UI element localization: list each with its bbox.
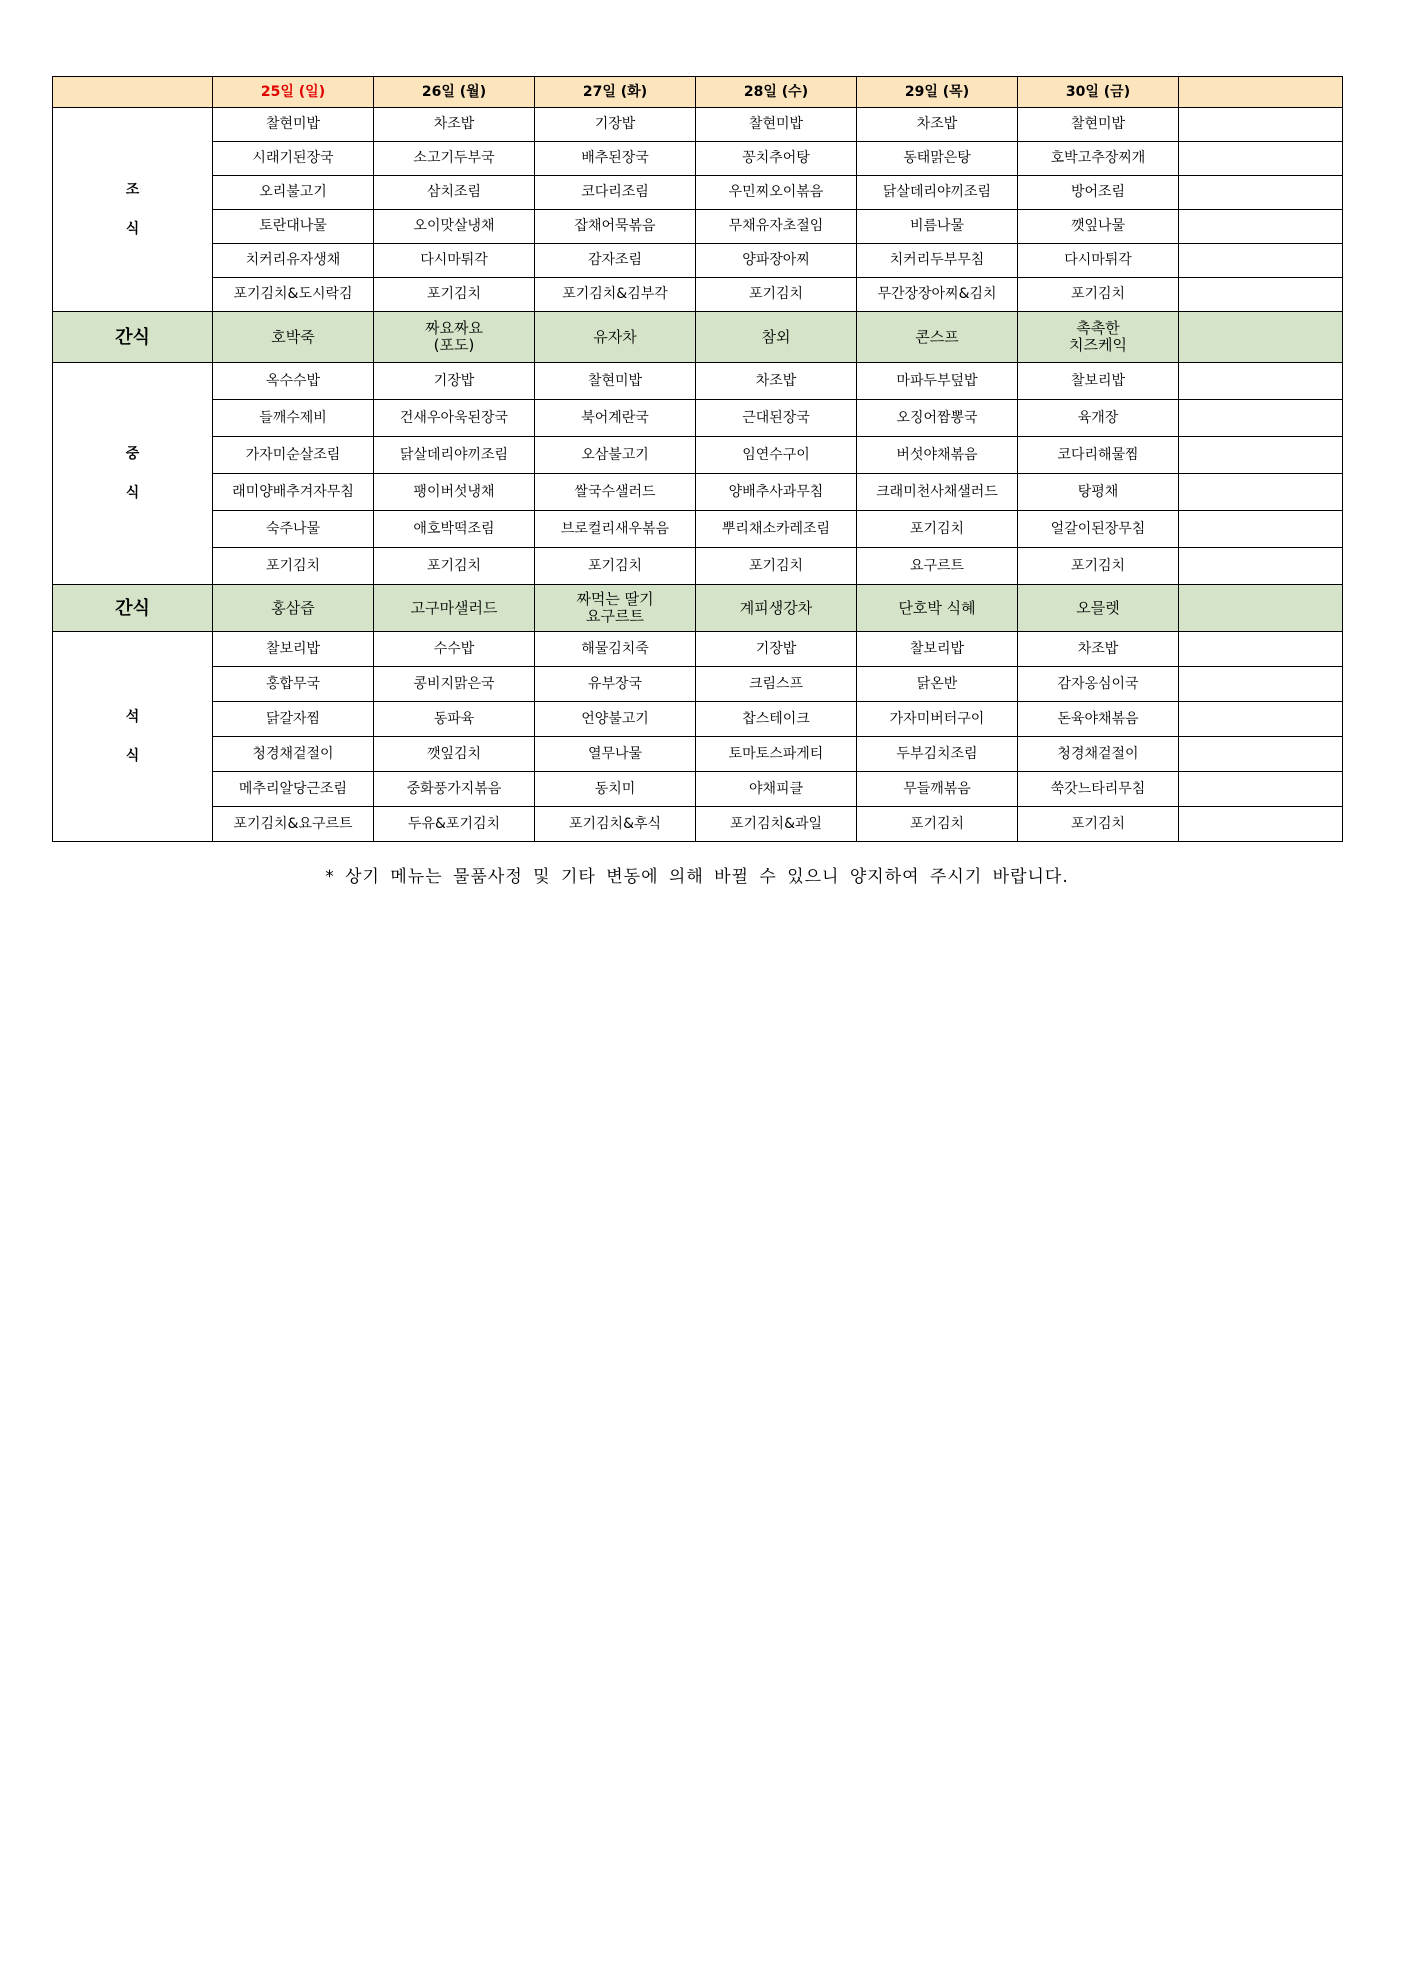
menu-item: 포기김치&요구르트 bbox=[213, 807, 374, 842]
menu-item: 두부김치조림 bbox=[857, 737, 1018, 772]
menu-item: 토마토스파게티 bbox=[696, 737, 857, 772]
menu-item: 찰현미밥 bbox=[535, 363, 696, 400]
menu-item: 잡채어묵볶음 bbox=[535, 210, 696, 244]
menu-item: 버섯야채볶음 bbox=[857, 437, 1018, 474]
menu-item: 포기김치 bbox=[213, 548, 374, 585]
menu-item: 닭살데리야끼조림 bbox=[857, 176, 1018, 210]
menu-item: 배추된장국 bbox=[535, 142, 696, 176]
menu-item: 가자미순살조림 bbox=[213, 437, 374, 474]
empty-cell bbox=[1179, 142, 1343, 176]
snack-item bbox=[857, 312, 1018, 363]
menu-item: 다시마튀각 bbox=[1018, 244, 1179, 278]
menu-item: 우민찌오이볶음 bbox=[696, 176, 857, 210]
empty-cell bbox=[1179, 437, 1343, 474]
lunch-row bbox=[53, 511, 1343, 548]
breakfast-row bbox=[53, 210, 1343, 244]
lunch-label-bottom: 식 bbox=[125, 484, 140, 501]
dinner-label-bottom: 식 bbox=[125, 747, 140, 764]
menu-change-notice: * 상기 메뉴는 물품사정 및 기타 변동에 의해 바뀔 수 있으니 양지하여 주시기 바랍니다. bbox=[325, 867, 1069, 887]
menu-item: 청경채겉절이 bbox=[213, 737, 374, 772]
snack-item bbox=[1018, 585, 1179, 632]
day-header: 27일 (화) bbox=[535, 77, 696, 108]
menu-item: 찰보리밥 bbox=[857, 632, 1018, 667]
snack-item bbox=[696, 312, 857, 363]
snack2-row bbox=[53, 585, 1343, 632]
menu-item: 깻잎김치 bbox=[374, 737, 535, 772]
menu-item: 포기김치 bbox=[1018, 807, 1179, 842]
empty-cell bbox=[1179, 632, 1343, 667]
menu-item: 감자조림 bbox=[535, 244, 696, 278]
menu-item: 동태맑은탕 bbox=[857, 142, 1018, 176]
menu-item: 돈육야채볶음 bbox=[1018, 702, 1179, 737]
lunch-label bbox=[53, 363, 213, 585]
menu-item: 방어조림 bbox=[1018, 176, 1179, 210]
snack-item bbox=[1018, 312, 1179, 363]
lunch-row bbox=[53, 548, 1343, 585]
snack-item-line1: 짜요짜요 bbox=[425, 319, 483, 337]
dinner-row bbox=[53, 632, 1343, 667]
empty-cell bbox=[1179, 585, 1343, 632]
menu-item: 마파두부덮밥 bbox=[857, 363, 1018, 400]
dinner-row bbox=[53, 702, 1343, 737]
menu-item: 치커리유자생채 bbox=[213, 244, 374, 278]
snack-item bbox=[374, 585, 535, 632]
breakfast-row bbox=[53, 176, 1343, 210]
snack-item-line1: 오믈렛 bbox=[1076, 598, 1120, 617]
menu-item: 크래미천사채샐러드 bbox=[857, 474, 1018, 511]
menu-item: 포기김치 bbox=[696, 278, 857, 312]
header-row bbox=[53, 77, 1343, 108]
menu-item: 포기김치 bbox=[696, 548, 857, 585]
menu-item: 다시마튀각 bbox=[374, 244, 535, 278]
menu-item: 크림스프 bbox=[696, 667, 857, 702]
dinner-label-top: 석 bbox=[125, 708, 140, 725]
empty-cell bbox=[1179, 108, 1343, 142]
menu-item: 옥수수밥 bbox=[213, 363, 374, 400]
menu-item: 애호박떡조림 bbox=[374, 511, 535, 548]
snack-label: 간식 bbox=[53, 585, 213, 632]
header-corner bbox=[53, 77, 213, 108]
day-header: 25일 (일) bbox=[213, 77, 374, 108]
menu-item: 들깨수제비 bbox=[213, 400, 374, 437]
menu-item: 야채피클 bbox=[696, 772, 857, 807]
menu-item: 꽁치추어탕 bbox=[696, 142, 857, 176]
menu-item: 열무나물 bbox=[535, 737, 696, 772]
snack-item bbox=[213, 312, 374, 363]
day-header: 28일 (수) bbox=[696, 77, 857, 108]
empty-cell bbox=[1179, 474, 1343, 511]
empty-cell bbox=[1179, 176, 1343, 210]
empty-cell bbox=[1179, 511, 1343, 548]
empty-cell bbox=[1179, 737, 1343, 772]
snack-item-line1: 단호박 식혜 bbox=[898, 598, 976, 617]
menu-item: 북어계란국 bbox=[535, 400, 696, 437]
menu-item: 팽이버섯냉채 bbox=[374, 474, 535, 511]
lunch-row bbox=[53, 363, 1343, 400]
empty-cell bbox=[1179, 702, 1343, 737]
snack-item-line1: 계피생강차 bbox=[739, 598, 813, 617]
menu-item: 메추리알당근조림 bbox=[213, 772, 374, 807]
menu-item: 포기김치 bbox=[535, 548, 696, 585]
menu-item: 포기김치&도시락김 bbox=[213, 278, 374, 312]
menu-item: 오징어짬뽕국 bbox=[857, 400, 1018, 437]
menu-item: 해물김치죽 bbox=[535, 632, 696, 667]
menu-item: 무간장장아찌&김치 bbox=[857, 278, 1018, 312]
day-header: 26일 (월) bbox=[374, 77, 535, 108]
menu-item: 건새우아욱된장국 bbox=[374, 400, 535, 437]
empty-cell bbox=[1179, 210, 1343, 244]
weekly-menu-table bbox=[52, 76, 1343, 842]
empty-cell bbox=[1179, 312, 1343, 363]
menu-item: 비름나물 bbox=[857, 210, 1018, 244]
snack-item-line1: 유자차 bbox=[593, 327, 637, 346]
menu-item: 포기김치&후식 bbox=[535, 807, 696, 842]
menu-item: 가자미버터구이 bbox=[857, 702, 1018, 737]
menu-item: 찰현미밥 bbox=[1018, 108, 1179, 142]
menu-item: 탕평채 bbox=[1018, 474, 1179, 511]
menu-item: 육개장 bbox=[1018, 400, 1179, 437]
snack1-row bbox=[53, 312, 1343, 363]
menu-item: 닭온반 bbox=[857, 667, 1018, 702]
snack-label: 간식 bbox=[53, 312, 213, 363]
dinner-label bbox=[53, 632, 213, 842]
breakfast-row bbox=[53, 142, 1343, 176]
empty-cell bbox=[1179, 548, 1343, 585]
menu-item: 요구르트 bbox=[857, 548, 1018, 585]
menu-item: 포기김치 bbox=[374, 278, 535, 312]
menu-item: 소고기두부국 bbox=[374, 142, 535, 176]
empty-cell bbox=[1179, 807, 1343, 842]
menu-item: 뿌리채소카레조림 bbox=[696, 511, 857, 548]
menu-item: 포기김치 bbox=[374, 548, 535, 585]
menu-item: 쌀국수샐러드 bbox=[535, 474, 696, 511]
menu-item: 쑥갓느타리무침 bbox=[1018, 772, 1179, 807]
menu-item: 무들깨볶음 bbox=[857, 772, 1018, 807]
menu-item: 찰보리밥 bbox=[213, 632, 374, 667]
menu-item: 포기김치&김부각 bbox=[535, 278, 696, 312]
dinner-row bbox=[53, 772, 1343, 807]
header-empty bbox=[1179, 77, 1343, 108]
menu-item: 코다리해물찜 bbox=[1018, 437, 1179, 474]
menu-item: 차조밥 bbox=[696, 363, 857, 400]
menu-item: 포기김치 bbox=[857, 511, 1018, 548]
snack-item-line2: 치즈케익 bbox=[1069, 336, 1127, 354]
menu-item: 래미양배추겨자무침 bbox=[213, 474, 374, 511]
menu-item: 삼치조림 bbox=[374, 176, 535, 210]
menu-item: 청경채겉절이 bbox=[1018, 737, 1179, 772]
menu-item: 찰보리밥 bbox=[1018, 363, 1179, 400]
menu-item: 차조밥 bbox=[374, 108, 535, 142]
snack-item bbox=[374, 312, 535, 363]
menu-item: 찹스테이크 bbox=[696, 702, 857, 737]
menu-item: 동파육 bbox=[374, 702, 535, 737]
empty-cell bbox=[1179, 244, 1343, 278]
snack-item bbox=[535, 312, 696, 363]
menu-item: 양배추사과무침 bbox=[696, 474, 857, 511]
empty-cell bbox=[1179, 278, 1343, 312]
menu-item: 닭살데리야끼조림 bbox=[374, 437, 535, 474]
menu-item: 차조밥 bbox=[1018, 632, 1179, 667]
menu-item: 포기김치&과일 bbox=[696, 807, 857, 842]
snack-item-line2: (포도) bbox=[433, 336, 475, 354]
snack-item-line1: 촉촉한 bbox=[1076, 319, 1120, 337]
snack-item-line1: 참외 bbox=[761, 327, 791, 346]
breakfast-row bbox=[53, 244, 1343, 278]
breakfast-label bbox=[53, 108, 213, 312]
lunch-row bbox=[53, 474, 1343, 511]
menu-item: 언양불고기 bbox=[535, 702, 696, 737]
menu-item: 임연수구이 bbox=[696, 437, 857, 474]
snack-item bbox=[213, 585, 374, 632]
menu-item: 찰현미밥 bbox=[213, 108, 374, 142]
empty-cell bbox=[1179, 400, 1343, 437]
menu-item: 포기김치 bbox=[1018, 278, 1179, 312]
day-header: 29일 (목) bbox=[857, 77, 1018, 108]
menu-item: 오삼불고기 bbox=[535, 437, 696, 474]
menu-item: 포기김치 bbox=[857, 807, 1018, 842]
menu-item: 치커리두부무침 bbox=[857, 244, 1018, 278]
menu-item: 유부장국 bbox=[535, 667, 696, 702]
lunch-label-top: 중 bbox=[125, 445, 140, 462]
menu-item: 토란대나물 bbox=[213, 210, 374, 244]
snack-item-line1: 짜먹는 딸기 bbox=[576, 590, 654, 608]
menu-item: 무채유자초절임 bbox=[696, 210, 857, 244]
menu-item: 호박고추장찌개 bbox=[1018, 142, 1179, 176]
snack-item-line1: 홍삼즙 bbox=[271, 598, 315, 617]
snack-item bbox=[535, 585, 696, 632]
snack-item-line1: 콘스프 bbox=[915, 327, 959, 346]
menu-item: 닭갈자찜 bbox=[213, 702, 374, 737]
dinner-row bbox=[53, 807, 1343, 842]
breakfast-row bbox=[53, 278, 1343, 312]
menu-item: 깻잎나물 bbox=[1018, 210, 1179, 244]
dinner-row bbox=[53, 737, 1343, 772]
empty-cell bbox=[1179, 363, 1343, 400]
menu-item: 얼갈이된장무침 bbox=[1018, 511, 1179, 548]
menu-item: 기장밥 bbox=[535, 108, 696, 142]
menu-item: 오리불고기 bbox=[213, 176, 374, 210]
lunch-row bbox=[53, 437, 1343, 474]
menu-item: 홍합무국 bbox=[213, 667, 374, 702]
menu-item: 동치미 bbox=[535, 772, 696, 807]
snack-item-line2: 요구르트 bbox=[586, 607, 644, 625]
menu-item: 수수밥 bbox=[374, 632, 535, 667]
menu-item: 브로컬리새우볶음 bbox=[535, 511, 696, 548]
day-header: 30일 (금) bbox=[1018, 77, 1179, 108]
breakfast-label-top: 조 bbox=[125, 181, 140, 198]
menu-item: 양파장아찌 bbox=[696, 244, 857, 278]
empty-cell bbox=[1179, 772, 1343, 807]
breakfast-row bbox=[53, 108, 1343, 142]
snack-item bbox=[857, 585, 1018, 632]
menu-item: 콩비지맑은국 bbox=[374, 667, 535, 702]
menu-item: 두유&포기김치 bbox=[374, 807, 535, 842]
breakfast-label-bottom: 식 bbox=[125, 220, 140, 237]
dinner-row bbox=[53, 667, 1343, 702]
menu-item: 감자옹심이국 bbox=[1018, 667, 1179, 702]
menu-item: 기장밥 bbox=[374, 363, 535, 400]
menu-item: 근대된장국 bbox=[696, 400, 857, 437]
menu-item: 코다리조림 bbox=[535, 176, 696, 210]
menu-item: 찰현미밥 bbox=[696, 108, 857, 142]
empty-cell bbox=[1179, 667, 1343, 702]
menu-item: 포기김치 bbox=[1018, 548, 1179, 585]
menu-item: 시래기된장국 bbox=[213, 142, 374, 176]
menu-item: 차조밥 bbox=[857, 108, 1018, 142]
lunch-row bbox=[53, 400, 1343, 437]
snack-item bbox=[696, 585, 857, 632]
snack-item-line1: 호박죽 bbox=[271, 327, 315, 346]
menu-item: 기장밥 bbox=[696, 632, 857, 667]
snack-item-line1: 고구마샐러드 bbox=[410, 598, 498, 617]
menu-item: 중화풍가지볶음 bbox=[374, 772, 535, 807]
menu-item: 숙주나물 bbox=[213, 511, 374, 548]
menu-item: 오이맛살냉채 bbox=[374, 210, 535, 244]
